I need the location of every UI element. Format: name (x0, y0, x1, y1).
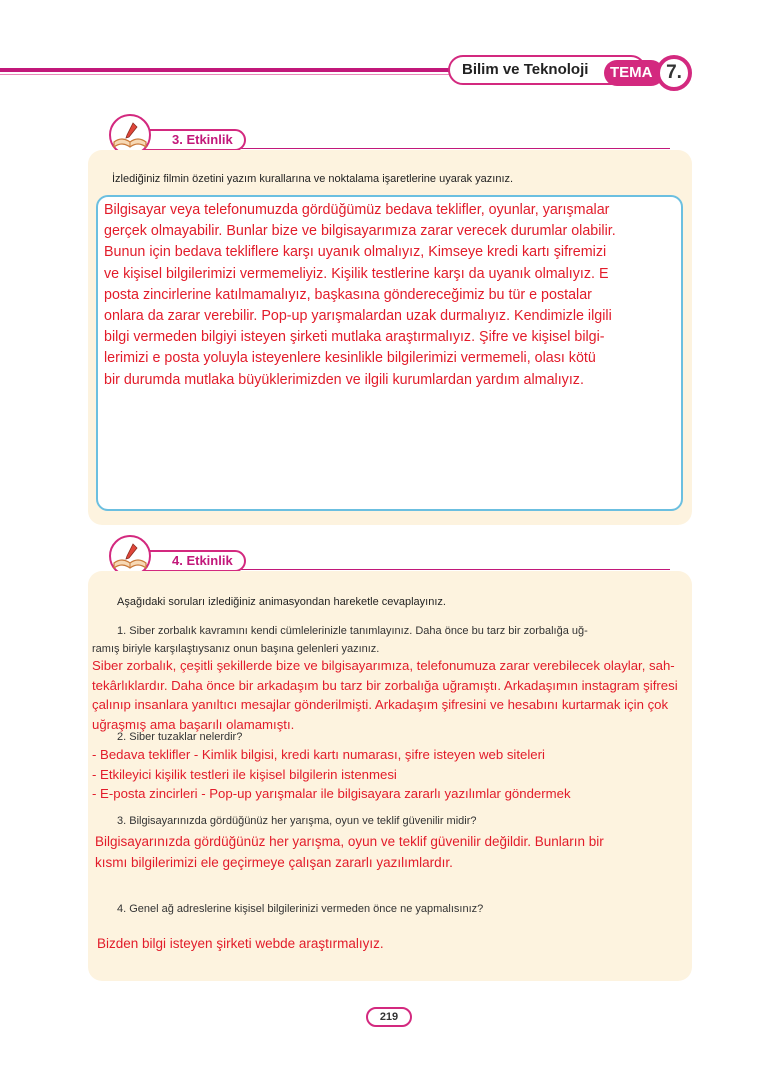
activity3-rule (240, 148, 670, 149)
question-2-answer (92, 745, 571, 804)
tema-number: 7. (656, 55, 692, 91)
answer-line: ve kişisel bilgilerimizi vermemeliyiz. Kişilik testlerine karşı da uyanık olmalıyız. E (104, 265, 609, 282)
answer-line: tekârlıklardır. Daha önce bir arkadaşım bu tarz bir zorbalığa uğramıştı. Arkadaşımın instagram şifresi (92, 677, 678, 693)
question-2: 2. Siber tuzaklar nelerdir? (117, 731, 243, 743)
answer-line: - E-posta zincirleri - Pop-up yarışmalar ile bilgisayara zararlı yazılımlar göndermek (92, 786, 571, 801)
answer-line: Siber zorbalık, çeşitli şekillerde bize ve bilgisayarımıza, telefonumuza zarar verebilecek olaylar, sah- (92, 658, 675, 673)
book-title: Bilim ve Teknoloji (462, 61, 589, 78)
answer-line: onlara da zarar verebilir. Pop-up yarışmalardan uzak durmalıyız. Kendimizle ilgili (104, 308, 612, 325)
question-1-line: ramış biriyle karşılaştıysanız onun başına gelenleri yazınız. (92, 643, 380, 655)
answer-line: - Etkileyici kişilik testleri ile kişisel bilgilerin istenmesi (92, 766, 397, 782)
activity3-answer (104, 200, 616, 391)
answer-line: bilgi vermeden bilgiyi isteyen şirketi mutlaka araştırmalıyız. Şifre ve kişisel bilgi- (104, 329, 605, 346)
question-3: 3. Bilgisayarınızda gördüğünüz her yarışma, oyun ve teklif güvenilir midir? (117, 815, 477, 827)
question-4: 4. Genel ağ adreslerine kişisel bilgilerinizi vermeden önce ne yapmalısınız? (117, 903, 484, 915)
answer-line: bir durumda mutlaka büyüklerimizden ve ilgili kurumlardan yardım almalıyız. (104, 371, 584, 388)
answer-line: uğraşmış ama başarılı olamamıştı. (92, 716, 295, 732)
activity3-instruction: İzlediğiniz filmin özetini yazım kurallarına ve noktalama işaretlerine uyarak yazınız. (112, 173, 514, 185)
answer-line: Bizden bilgi isteyen şirketi webde araştırmalıyız. (97, 936, 384, 951)
answer-line: kısmı bilgilerimizi ele geçirmeye çalışan zararlı yazılımlardır. (95, 854, 453, 870)
question-1-answer (92, 656, 678, 734)
answer-line: gerçek olmayabilir. Bunlar bize ve bilgisayarımıza zarar verecek durumlar olabilir. (104, 223, 616, 240)
answer-line: lerimizi e posta yoluyla isteyenlere kesinlikle bilgilerimizi vermemeli, olası kötü (104, 350, 596, 367)
activity4-label: 4. Etkinlik (120, 550, 246, 572)
header-rule-thin (0, 74, 470, 75)
activity4-rule (240, 569, 670, 570)
answer-line: - Bedava teklifler - Kimlik bilgisi, kredi kartı numarası, şifre isteyen web siteleri (92, 747, 545, 762)
activity4-instruction: Aşağıdaki soruları izlediğiniz animasyondan hareketle cevaplayınız. (117, 596, 446, 608)
answer-line: çalınıp insanlara yanıltıcı mesajlar gönderilmişti. Arkadaşım şifresini ve hesabını kurtarmak için çok (92, 697, 669, 713)
answer-line: Bilgisayarınızda gördüğünüz her yarışma, oyun ve teklif güvenilir değildir. Bunların bir (95, 834, 604, 849)
header-rule (0, 68, 470, 72)
answer-line: Bunun için bedava tekliflere karşı uyanık olmalıyız, Kimseye kredi kartı şifremizi (104, 244, 607, 261)
answer-line: posta zincirlerine katılmamalıyız, başkasına göndereceğimiz bu tür e postalar (104, 286, 592, 303)
question-3-answer (95, 832, 604, 873)
question-1-line: 1. Siber zorbalık kavramını kendi cümlelerinizle tanımlayınız. Daha önce bu tarz bir zorbalığa uğ- (117, 625, 588, 637)
tema-label: TEMA (604, 60, 664, 86)
page-number: 219 (366, 1007, 412, 1027)
answer-line: Bilgisayar veya telefonumuzda gördüğümüz bedava teklifler, oyunlar, yarışmalar (104, 202, 610, 218)
question-4-answer (97, 933, 384, 954)
activity3-label: 3. Etkinlik (120, 129, 246, 151)
